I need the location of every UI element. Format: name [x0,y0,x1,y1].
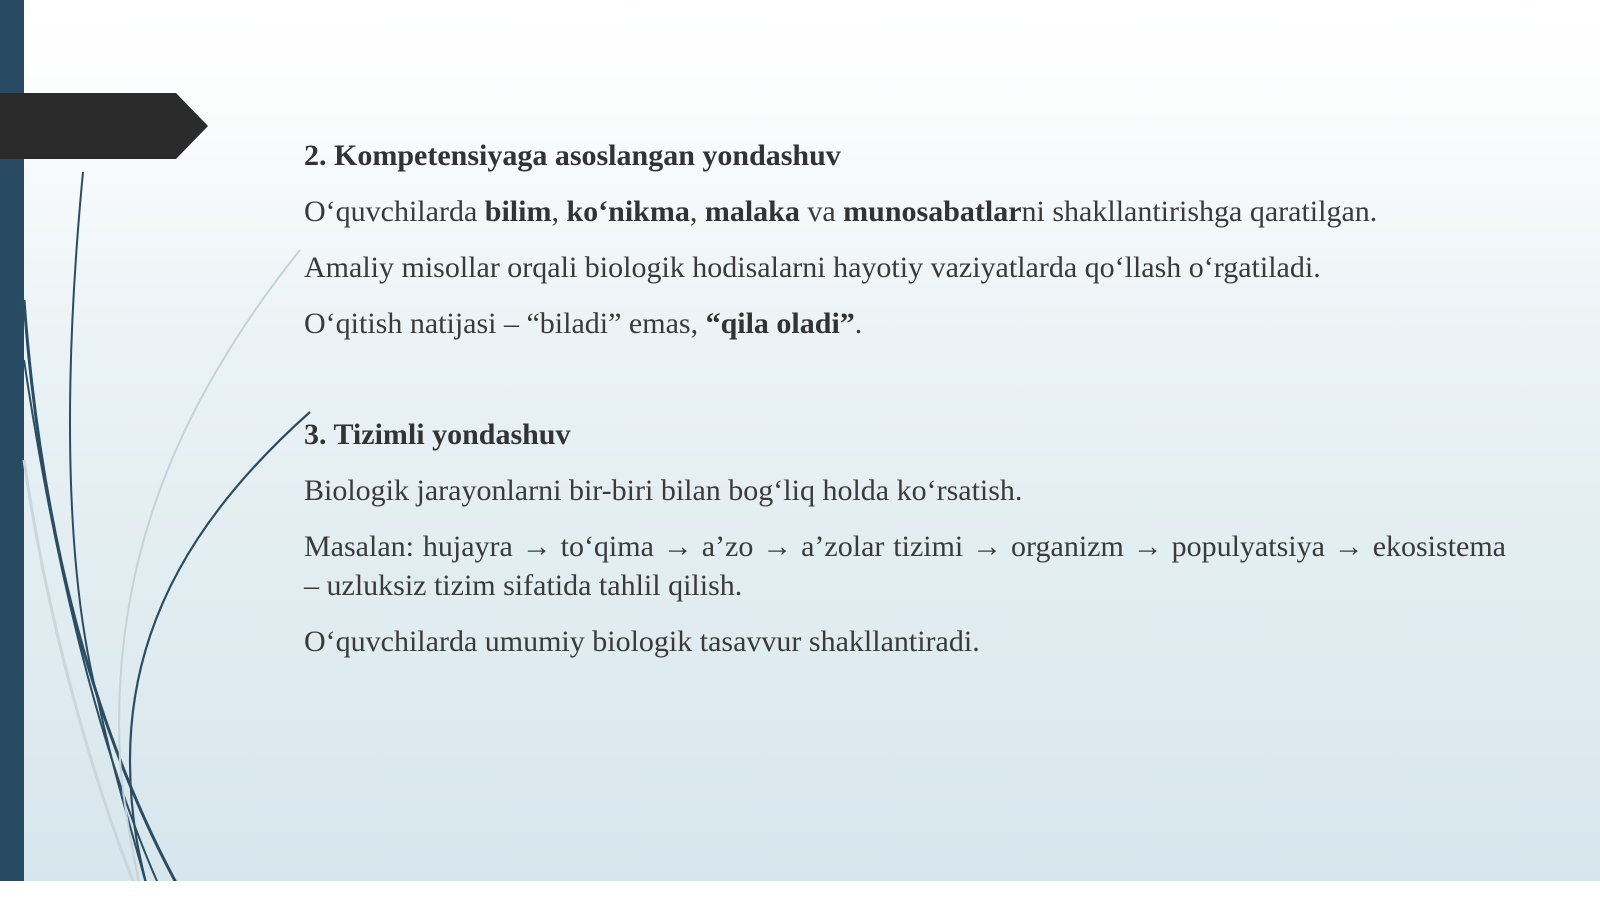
list-item [256,304,1506,343]
item-text: O‘quvchilarda umumiy biologik tasavvur shakllantiradi. [304,625,980,658]
list-item [256,415,1506,454]
list-item [256,192,1506,231]
item-text: . [854,307,863,340]
bottom-strip [0,881,1600,899]
item-text: va [799,195,844,228]
section-heading-systemic: 3. Tizimli yondashuv [304,418,571,451]
bullet-list [256,136,1506,661]
curve-line-1 [70,172,150,899]
list-item [256,622,1506,661]
item-text-bold: munosabatlar [843,195,1022,228]
item-text: , [689,195,705,228]
section-heading-competency: 2. Kompetensiyaga asoslangan yondashuv [304,139,841,172]
item-text: O‘qitish natijasi – “biladi” emas, [304,307,706,340]
item-text: O‘quvchilarda [304,195,485,228]
item-text-bold: malaka [704,195,800,228]
title-tab-shape [0,93,208,159]
item-text-bold: “qila oladi” [705,307,855,340]
item-text: , [551,195,567,228]
item-text-bold: ko‘nikma [566,195,690,228]
item-text: Amaliy misollar orqali biologik hodisalarni hayotiy vaziyatlarda qo‘llash o‘rgatiladi. [304,251,1321,284]
item-text: Masalan: hujayra → to‘qima → a’zo → a’zolar tizimi → organizm → populyatsiya → ekosistema – uzluksiz tizim sifatida tahlil qilish. [304,530,1506,602]
list-item [256,527,1506,605]
item-text: Biologik jarayonlarni bir-biri bilan bog‘liq holda ko‘rsatish. [304,474,1023,507]
list-item [256,248,1506,287]
item-text: ni shakllantirishga qaratilgan. [1021,195,1378,228]
curve-line-faint-2 [24,460,140,899]
list-item [256,471,1506,510]
item-text-bold: bilim [484,195,552,228]
list-item [256,136,1506,175]
